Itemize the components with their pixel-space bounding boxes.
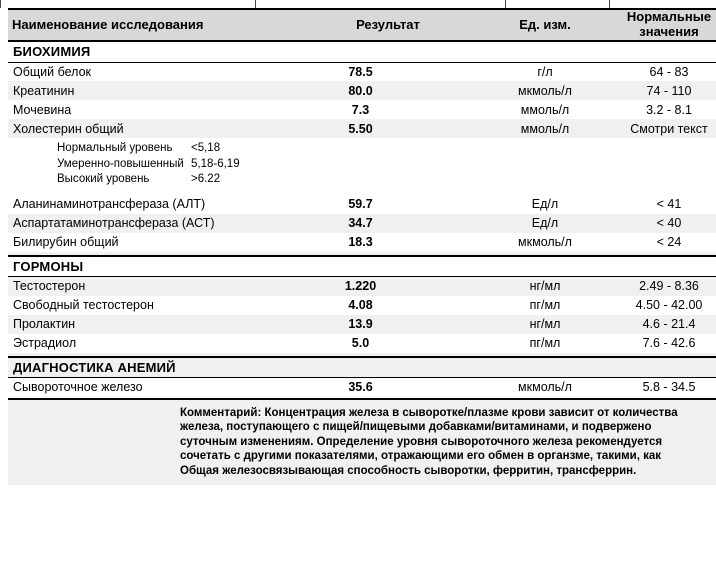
result-value: 80.0 [263,81,513,100]
lab-row [8,119,716,138]
analyte-name: Общий белок [8,62,263,81]
lab-row [8,233,716,252]
column-tick [0,0,1,8]
lab-row [8,195,716,214]
result-value: 78.5 [263,62,513,81]
column-header-unit: Ед. изм. [513,9,617,41]
normal-range: Смотри текст [617,119,716,138]
unit-value: мкмоль/л [513,378,617,397]
result-value: 4.08 [263,296,513,315]
analyte-name: Холестерин общий [8,119,263,138]
cholesterol-level-line [57,172,716,188]
comment-block [8,399,716,486]
unit-value: Ед/л [513,195,617,214]
normal-range: < 41 [617,195,716,214]
normal-range: 4.50 - 42.00 [617,296,716,315]
section-header-row [8,357,716,378]
comment-row [8,399,716,486]
cholesterol-level-line [57,141,716,157]
unit-value: нг/мл [513,277,617,296]
unit-value: пг/мл [513,296,617,315]
unit-value: Ед/л [513,214,617,233]
analyte-name: Тестостерон [8,277,263,296]
lab-row [8,296,716,315]
section-title: ДИАГНОСТИКА АНЕМИЙ [8,357,716,378]
analyte-name: Сывороточное железо [8,378,263,397]
section-title: БИОХИМИЯ [8,41,716,62]
lab-row [8,81,716,100]
column-tick [609,0,610,8]
unit-value: мкмоль/л [513,81,617,100]
normal-range: 5.8 - 34.5 [617,378,716,397]
analyte-name: Креатинин [8,81,263,100]
column-tick [255,0,256,8]
section-title: ГОРМОНЫ [8,256,716,277]
unit-value: пг/мл [513,334,617,353]
lab-row [8,378,716,397]
normal-range: 64 - 83 [617,62,716,81]
result-value: 59.7 [263,195,513,214]
result-value: 7.3 [263,100,513,119]
cholesterol-level-value: 5,18-6,19 [191,157,240,170]
result-value: 5.50 [263,119,513,138]
lab-row [8,277,716,296]
lab-row [8,315,716,334]
unit-value: г/л [513,62,617,81]
normal-range: < 24 [617,233,716,252]
analyte-name: Пролактин [8,315,263,334]
result-value: 34.7 [263,214,513,233]
normal-range: 7.6 - 42.6 [617,334,716,353]
unit-value: ммоль/л [513,100,617,119]
cholesterol-level-value: <5,18 [191,142,221,154]
normal-range: 4.6 - 21.4 [617,315,716,334]
normal-range: 74 - 110 [617,81,716,100]
lab-row [8,62,716,81]
lab-row [8,334,716,353]
cholesterol-levels [8,138,716,195]
results-table [8,8,716,485]
results-table-wrapper [8,8,716,485]
column-tick [505,0,506,8]
cholesterol-level-line [57,157,716,173]
result-value: 5.0 [263,334,513,353]
column-ticks [0,0,716,8]
table-body [8,41,716,485]
cholesterol-levels-row [8,138,716,195]
analyte-name: Свободный тестостерон [8,296,263,315]
analyte-name: Аспартатаминотрансфераза (АСТ) [8,214,263,233]
result-value: 13.9 [263,315,513,334]
unit-value: ммоль/л [513,119,617,138]
column-header-name: Наименование исследования [8,9,263,41]
section-header-row [8,41,716,62]
normal-range: 3.2 - 8.1 [617,100,716,119]
result-value: 35.6 [263,378,513,397]
unit-value: нг/мл [513,315,617,334]
result-value: 1.220 [263,277,513,296]
analyte-name: Эстрадиол [8,334,263,353]
result-value: 18.3 [263,233,513,252]
unit-value: мкмоль/л [513,233,617,252]
cholesterol-level-value: >6.22 [191,173,221,185]
column-header-result: Результат [263,9,513,41]
cholesterol-level-label: Умеренно-повышенный [57,157,184,170]
comment-text: Комментарий: Концентрация железа в сыворотке/плазме крови зависит от количества железа, поступающего с пищей/пищевыми добавками/витаминами, и подвержено суточным изменениям. Определение уровня сывороточного железа рекомендуется сочетать с другими показателями, отражающими его обмен в органзме, такими, как Общая железосвязывающая способность сыворотки, ферритин, трансферрин. [180,406,678,477]
lab-row [8,214,716,233]
analyte-name: Мочевина [8,100,263,119]
normal-range: < 40 [617,214,716,233]
table-header-row [8,9,716,41]
cholesterol-level-label: Высокий уровень [57,173,150,185]
cholesterol-level-label: Нормальный уровень [57,142,173,154]
section-header-row [8,256,716,277]
column-header-normal: Нормальные значения [617,9,716,41]
normal-range: 2.49 - 8.36 [617,277,716,296]
lab-row [8,100,716,119]
analyte-name: Аланинаминотрансфераза (АЛТ) [8,195,263,214]
analyte-name: Билирубин общий [8,233,263,252]
